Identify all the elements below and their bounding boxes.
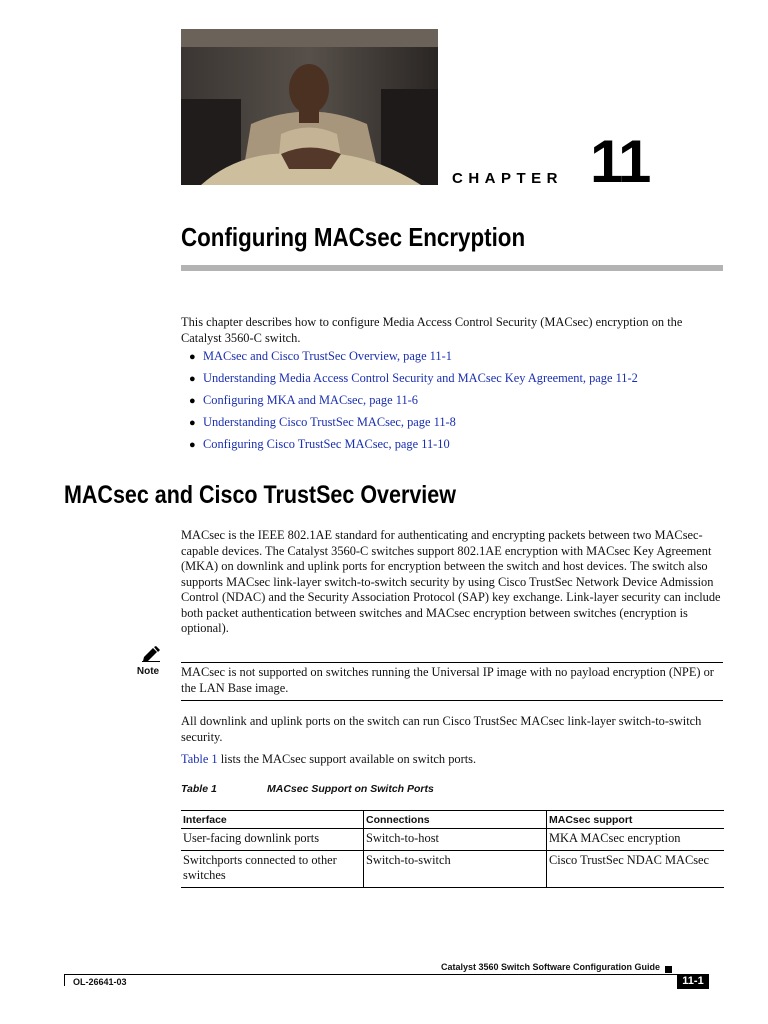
section-paragraph: MACsec is the IEEE 802.1AE standard for authenticating and encrypting packets between two MACsec-capable devices. The Catalyst 3560-C switches support 802.1AE encryption with MACsec Key Agreement (MKA) on downlink and uplink ports for encryption between the switch and host devices. The switch also supports MACsec link-layer switch-to-switch security by using Cisco TrustSec Network Device Admission Control (NDAC) and the Security Association Protocol (SAP) key exchange. Link-layer security can include both packet authentication between switches and MACsec encryption between switches (encryption is optional). [181,528,721,635]
table-cell: Cisco TrustSec NDAC MACsec [547,850,725,887]
toc-link[interactable]: MACsec and Cisco TrustSec Overview, page 11-1 [203,349,452,363]
toc-item [189,393,638,415]
chapter-number: 11 [590,128,650,195]
note-rule-bottom [181,700,723,701]
chapter-toc [189,349,638,459]
chapter-photo [181,29,438,185]
table-reference-paragraph [181,752,726,768]
table-cell: User-facing downlink ports [181,829,364,851]
table-cell: Switch-to-host [364,829,547,851]
footer-tick [64,974,65,986]
intro-paragraph: This chapter describes how to configure Media Access Control Security (MACsec) encryption on the Catalyst 3560-C switch. [181,315,683,345]
bullet-icon: ● [189,351,196,363]
footer-rule [64,974,709,975]
note-text: MACsec is not supported on switches running the Universal IP image with no payload encryption (NPE) or the LAN Base image. [181,665,714,695]
note-rule-top [181,662,723,663]
bullet-icon: ● [189,439,196,451]
note-label: Note [136,666,160,677]
chapter-label: CHAPTER [452,170,564,187]
toc-item [189,371,638,393]
bullet-icon: ● [189,395,196,407]
ports-paragraph: All downlink and uplink ports on the switch can run Cisco TrustSec MACsec link-layer switch-to-switch security. [181,714,702,744]
toc-link[interactable]: Understanding Media Access Control Security and MACsec Key Agreement, page 11-2 [203,371,638,385]
bullet-icon: ● [189,373,196,385]
column-header-macsec-support: MACsec support [547,811,725,829]
column-header-connections: Connections [364,811,547,829]
chapter-title: Configuring MACsec Encryption [181,222,526,252]
macsec-support-table [181,810,724,888]
pencil-note-icon [142,646,160,662]
toc-link[interactable]: Configuring Cisco TrustSec MACsec, page 11-10 [203,437,450,451]
footer-mark [665,966,672,973]
note-block [136,646,726,704]
title-rule [181,265,723,271]
table-cell: Switchports connected to other switches [181,850,364,887]
toc-item [189,349,638,371]
column-header-interface: Interface [181,811,364,829]
toc-link[interactable]: Understanding Cisco TrustSec MACsec, page 11-8 [203,415,456,429]
table-header-row [181,811,724,829]
table-row [181,829,724,851]
table-caption [181,783,434,795]
toc-item [189,437,638,459]
page-number-badge: 11-1 [677,974,709,989]
table-caption-title: MACsec Support on Switch Ports [267,783,434,795]
footer-guide-title: Catalyst 3560 Switch Software Configuration Guide [441,962,661,972]
bullet-icon: ● [189,417,196,429]
section-heading: MACsec and Cisco TrustSec Overview [64,481,456,509]
table-1-link[interactable]: Table 1 [181,752,218,766]
table-caption-number: Table 1 [181,783,217,795]
table-cell: Switch-to-switch [364,850,547,887]
toc-link[interactable]: Configuring MKA and MACsec, page 11-6 [203,393,418,407]
toc-item [189,415,638,437]
table-row [181,850,724,887]
table-reference-text: lists the MACsec support available on switch ports. [217,752,477,766]
table-cell: MKA MACsec encryption [547,829,725,851]
footer-doc-number: OL-26641-03 [73,977,127,987]
